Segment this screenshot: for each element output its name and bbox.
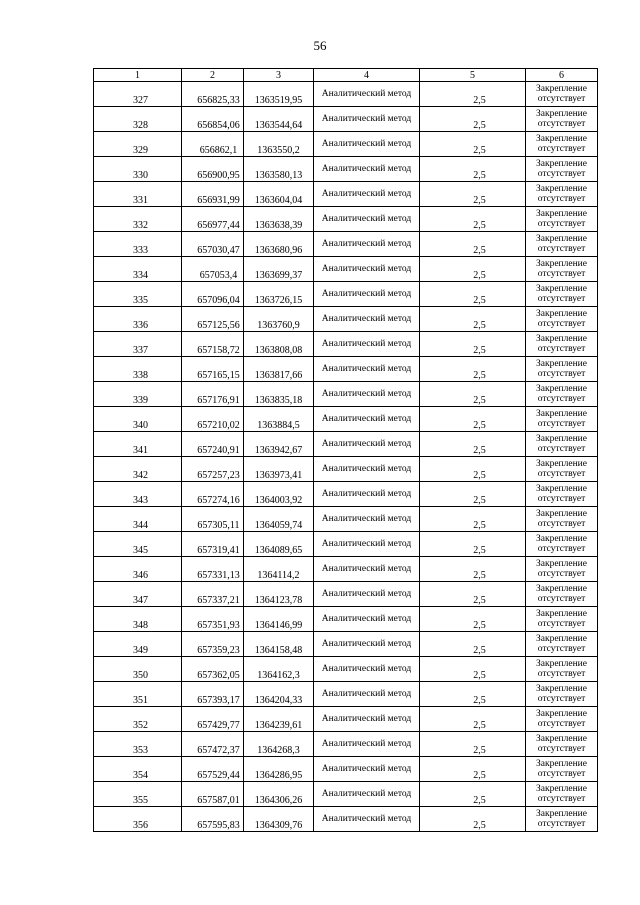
- fixation-cell: Закрепление отсутствует: [526, 157, 598, 182]
- column-header: 1: [94, 69, 182, 82]
- point-number-cell: 342: [94, 457, 182, 482]
- table-row: [94, 257, 598, 282]
- fixation-cell: Закрепление отсутствует: [526, 632, 598, 657]
- x-coordinate-cell: 657210,02: [182, 407, 244, 432]
- accuracy-cell: 2,5: [420, 257, 526, 282]
- y-coordinate-cell: 1364146,99: [244, 607, 314, 632]
- fixation-cell: Закрепление отсутствует: [526, 257, 598, 282]
- fixation-cell: Закрепление отсутствует: [526, 532, 598, 557]
- column-header: 6: [526, 69, 598, 82]
- method-cell: Аналитический метод: [314, 557, 420, 582]
- y-coordinate-cell: 1364123,78: [244, 582, 314, 607]
- fixation-cell: Закрепление отсутствует: [526, 607, 598, 632]
- accuracy-cell: 2,5: [420, 307, 526, 332]
- x-coordinate-cell: 657165,15: [182, 357, 244, 382]
- x-coordinate-cell: 656977,44: [182, 207, 244, 232]
- y-coordinate-cell: 1363973,41: [244, 457, 314, 482]
- point-number-cell: 340: [94, 407, 182, 432]
- table-row: [94, 557, 598, 582]
- y-coordinate-cell: 1364003,92: [244, 482, 314, 507]
- fixation-cell: Закрепление отсутствует: [526, 457, 598, 482]
- y-coordinate-cell: 1364239,61: [244, 707, 314, 732]
- accuracy-cell: 2,5: [420, 732, 526, 757]
- fixation-cell: Закрепление отсутствует: [526, 207, 598, 232]
- method-cell: Аналитический метод: [314, 682, 420, 707]
- table-row: [94, 732, 598, 757]
- fixation-cell: Закрепление отсутствует: [526, 307, 598, 332]
- accuracy-cell: 2,5: [420, 232, 526, 257]
- y-coordinate-cell: 1363817,66: [244, 357, 314, 382]
- x-coordinate-cell: 657587,01: [182, 782, 244, 807]
- fixation-cell: Закрепление отсутствует: [526, 757, 598, 782]
- point-number-cell: 353: [94, 732, 182, 757]
- y-coordinate-cell: 1363680,96: [244, 232, 314, 257]
- fixation-cell: Закрепление отсутствует: [526, 107, 598, 132]
- x-coordinate-cell: 657053,4: [182, 257, 244, 282]
- method-cell: Аналитический метод: [314, 582, 420, 607]
- y-coordinate-cell: 1364204,33: [244, 682, 314, 707]
- fixation-cell: Закрепление отсутствует: [526, 557, 598, 582]
- accuracy-cell: 2,5: [420, 582, 526, 607]
- accuracy-cell: 2,5: [420, 107, 526, 132]
- table-row: [94, 132, 598, 157]
- table-row: [94, 282, 598, 307]
- method-cell: Аналитический метод: [314, 507, 420, 532]
- fixation-cell: Закрепление отсутствует: [526, 132, 598, 157]
- y-coordinate-cell: 1363699,37: [244, 257, 314, 282]
- method-cell: Аналитический метод: [314, 407, 420, 432]
- y-coordinate-cell: 1364268,3: [244, 732, 314, 757]
- coordinates-table: [93, 68, 598, 832]
- x-coordinate-cell: 657359,23: [182, 632, 244, 657]
- table-row: [94, 107, 598, 132]
- fixation-cell: Закрепление отсутствует: [526, 732, 598, 757]
- method-cell: Аналитический метод: [314, 132, 420, 157]
- page-number: 56: [313, 38, 327, 53]
- method-cell: Аналитический метод: [314, 807, 420, 832]
- table-row: [94, 582, 598, 607]
- y-coordinate-cell: 1363550,2: [244, 132, 314, 157]
- column-header: 4: [314, 69, 420, 82]
- method-cell: Аналитический метод: [314, 332, 420, 357]
- method-cell: Аналитический метод: [314, 532, 420, 557]
- point-number-cell: 328: [94, 107, 182, 132]
- fixation-cell: Закрепление отсутствует: [526, 407, 598, 432]
- point-number-cell: 354: [94, 757, 182, 782]
- table-row: [94, 407, 598, 432]
- x-coordinate-cell: 657429,77: [182, 707, 244, 732]
- accuracy-cell: 2,5: [420, 182, 526, 207]
- table-row: [94, 707, 598, 732]
- accuracy-cell: 2,5: [420, 757, 526, 782]
- point-number-cell: 329: [94, 132, 182, 157]
- table-body: [94, 82, 598, 832]
- x-coordinate-cell: 657096,04: [182, 282, 244, 307]
- x-coordinate-cell: 657595,83: [182, 807, 244, 832]
- table-row: [94, 157, 598, 182]
- table-row: [94, 82, 598, 107]
- point-number-cell: 349: [94, 632, 182, 657]
- x-coordinate-cell: 657472,37: [182, 732, 244, 757]
- point-number-cell: 332: [94, 207, 182, 232]
- accuracy-cell: 2,5: [420, 432, 526, 457]
- table-row: [94, 482, 598, 507]
- x-coordinate-cell: 656900,95: [182, 157, 244, 182]
- table-row: [94, 782, 598, 807]
- y-coordinate-cell: 1363942,67: [244, 432, 314, 457]
- point-number-cell: 338: [94, 357, 182, 382]
- x-coordinate-cell: 657351,93: [182, 607, 244, 632]
- x-coordinate-cell: 657362,05: [182, 657, 244, 682]
- table-row: [94, 507, 598, 532]
- accuracy-cell: 2,5: [420, 632, 526, 657]
- point-number-cell: 331: [94, 182, 182, 207]
- table-row: [94, 457, 598, 482]
- fixation-cell: Закрепление отсутствует: [526, 357, 598, 382]
- accuracy-cell: 2,5: [420, 507, 526, 532]
- y-coordinate-cell: 1363726,15: [244, 282, 314, 307]
- y-coordinate-cell: 1364158,48: [244, 632, 314, 657]
- point-number-cell: 347: [94, 582, 182, 607]
- accuracy-cell: 2,5: [420, 407, 526, 432]
- fixation-cell: Закрепление отсутствует: [526, 657, 598, 682]
- method-cell: Аналитический метод: [314, 707, 420, 732]
- fixation-cell: Закрепление отсутствует: [526, 807, 598, 832]
- method-cell: Аналитический метод: [314, 182, 420, 207]
- y-coordinate-cell: 1363580,13: [244, 157, 314, 182]
- fixation-cell: Закрепление отсутствует: [526, 682, 598, 707]
- fixation-cell: Закрепление отсутствует: [526, 782, 598, 807]
- point-number-cell: 350: [94, 657, 182, 682]
- method-cell: Аналитический метод: [314, 282, 420, 307]
- table-row: [94, 332, 598, 357]
- method-cell: Аналитический метод: [314, 732, 420, 757]
- fixation-cell: Закрепление отсутствует: [526, 582, 598, 607]
- method-cell: Аналитический метод: [314, 82, 420, 107]
- point-number-cell: 343: [94, 482, 182, 507]
- accuracy-cell: 2,5: [420, 532, 526, 557]
- point-number-cell: 356: [94, 807, 182, 832]
- table-row: [94, 657, 598, 682]
- method-cell: Аналитический метод: [314, 457, 420, 482]
- table-row: [94, 232, 598, 257]
- point-number-cell: 348: [94, 607, 182, 632]
- accuracy-cell: 2,5: [420, 282, 526, 307]
- method-cell: Аналитический метод: [314, 257, 420, 282]
- x-coordinate-cell: 656825,33: [182, 82, 244, 107]
- x-coordinate-cell: 657319,41: [182, 532, 244, 557]
- method-cell: Аналитический метод: [314, 307, 420, 332]
- method-cell: Аналитический метод: [314, 232, 420, 257]
- table-row: [94, 632, 598, 657]
- method-cell: Аналитический метод: [314, 607, 420, 632]
- point-number-cell: 333: [94, 232, 182, 257]
- y-coordinate-cell: 1364059,74: [244, 507, 314, 532]
- fixation-cell: Закрепление отсутствует: [526, 82, 598, 107]
- column-header: 2: [182, 69, 244, 82]
- point-number-cell: 337: [94, 332, 182, 357]
- point-number-cell: 341: [94, 432, 182, 457]
- point-number-cell: 352: [94, 707, 182, 732]
- fixation-cell: Закрепление отсутствует: [526, 282, 598, 307]
- x-coordinate-cell: 656931,99: [182, 182, 244, 207]
- accuracy-cell: 2,5: [420, 807, 526, 832]
- accuracy-cell: 2,5: [420, 132, 526, 157]
- x-coordinate-cell: 657030,47: [182, 232, 244, 257]
- method-cell: Аналитический метод: [314, 757, 420, 782]
- point-number-cell: 330: [94, 157, 182, 182]
- table-row: [94, 532, 598, 557]
- method-cell: Аналитический метод: [314, 157, 420, 182]
- column-header: 3: [244, 69, 314, 82]
- method-cell: Аналитический метод: [314, 657, 420, 682]
- method-cell: Аналитический метод: [314, 432, 420, 457]
- accuracy-cell: 2,5: [420, 657, 526, 682]
- point-number-cell: 355: [94, 782, 182, 807]
- table-row: [94, 207, 598, 232]
- method-cell: Аналитический метод: [314, 357, 420, 382]
- y-coordinate-cell: 1363604,04: [244, 182, 314, 207]
- accuracy-cell: 2,5: [420, 607, 526, 632]
- table-row: [94, 357, 598, 382]
- fixation-cell: Закрепление отсутствует: [526, 507, 598, 532]
- column-header: 5: [420, 69, 526, 82]
- fixation-cell: Закрепление отсутствует: [526, 232, 598, 257]
- fixation-cell: Закрепление отсутствует: [526, 332, 598, 357]
- point-number-cell: 336: [94, 307, 182, 332]
- x-coordinate-cell: 657158,72: [182, 332, 244, 357]
- fixation-cell: Закрепление отсутствует: [526, 182, 598, 207]
- method-cell: Аналитический метод: [314, 782, 420, 807]
- table-row: [94, 607, 598, 632]
- accuracy-cell: 2,5: [420, 332, 526, 357]
- y-coordinate-cell: 1363544,64: [244, 107, 314, 132]
- table-row: [94, 682, 598, 707]
- table-row: [94, 757, 598, 782]
- y-coordinate-cell: 1364114,2: [244, 557, 314, 582]
- table-row: [94, 432, 598, 457]
- y-coordinate-cell: 1363519,95: [244, 82, 314, 107]
- point-number-cell: 335: [94, 282, 182, 307]
- fixation-cell: Закрепление отсутствует: [526, 482, 598, 507]
- y-coordinate-cell: 1363835,18: [244, 382, 314, 407]
- method-cell: Аналитический метод: [314, 107, 420, 132]
- accuracy-cell: 2,5: [420, 457, 526, 482]
- point-number-cell: 327: [94, 82, 182, 107]
- point-number-cell: 334: [94, 257, 182, 282]
- fixation-cell: Закрепление отсутствует: [526, 382, 598, 407]
- accuracy-cell: 2,5: [420, 682, 526, 707]
- x-coordinate-cell: 656862,1: [182, 132, 244, 157]
- accuracy-cell: 2,5: [420, 207, 526, 232]
- accuracy-cell: 2,5: [420, 482, 526, 507]
- x-coordinate-cell: 657257,23: [182, 457, 244, 482]
- y-coordinate-cell: 1363760,9: [244, 307, 314, 332]
- table-row: [94, 182, 598, 207]
- accuracy-cell: 2,5: [420, 782, 526, 807]
- y-coordinate-cell: 1364286,95: [244, 757, 314, 782]
- accuracy-cell: 2,5: [420, 707, 526, 732]
- y-coordinate-cell: 1364306,26: [244, 782, 314, 807]
- x-coordinate-cell: 657125,56: [182, 307, 244, 332]
- fixation-cell: Закрепление отсутствует: [526, 707, 598, 732]
- table-row: [94, 307, 598, 332]
- x-coordinate-cell: 657337,21: [182, 582, 244, 607]
- method-cell: Аналитический метод: [314, 482, 420, 507]
- x-coordinate-cell: 657176,91: [182, 382, 244, 407]
- y-coordinate-cell: 1364089,65: [244, 532, 314, 557]
- table-row: [94, 807, 598, 832]
- fixation-cell: Закрепление отсутствует: [526, 432, 598, 457]
- y-coordinate-cell: 1363884,5: [244, 407, 314, 432]
- point-number-cell: 344: [94, 507, 182, 532]
- accuracy-cell: 2,5: [420, 157, 526, 182]
- x-coordinate-cell: 657240,91: [182, 432, 244, 457]
- x-coordinate-cell: 656854,06: [182, 107, 244, 132]
- y-coordinate-cell: 1363808,08: [244, 332, 314, 357]
- y-coordinate-cell: 1363638,39: [244, 207, 314, 232]
- method-cell: Аналитический метод: [314, 207, 420, 232]
- accuracy-cell: 2,5: [420, 382, 526, 407]
- y-coordinate-cell: 1364162,3: [244, 657, 314, 682]
- method-cell: Аналитический метод: [314, 382, 420, 407]
- point-number-cell: 345: [94, 532, 182, 557]
- point-number-cell: 346: [94, 557, 182, 582]
- y-coordinate-cell: 1364309,76: [244, 807, 314, 832]
- table-row: [94, 382, 598, 407]
- point-number-cell: 351: [94, 682, 182, 707]
- method-cell: Аналитический метод: [314, 632, 420, 657]
- accuracy-cell: 2,5: [420, 357, 526, 382]
- accuracy-cell: 2,5: [420, 557, 526, 582]
- x-coordinate-cell: 657274,16: [182, 482, 244, 507]
- table-header-row: [94, 69, 598, 82]
- point-number-cell: 339: [94, 382, 182, 407]
- accuracy-cell: 2,5: [420, 82, 526, 107]
- x-coordinate-cell: 657305,11: [182, 507, 244, 532]
- x-coordinate-cell: 657393,17: [182, 682, 244, 707]
- x-coordinate-cell: 657529,44: [182, 757, 244, 782]
- x-coordinate-cell: 657331,13: [182, 557, 244, 582]
